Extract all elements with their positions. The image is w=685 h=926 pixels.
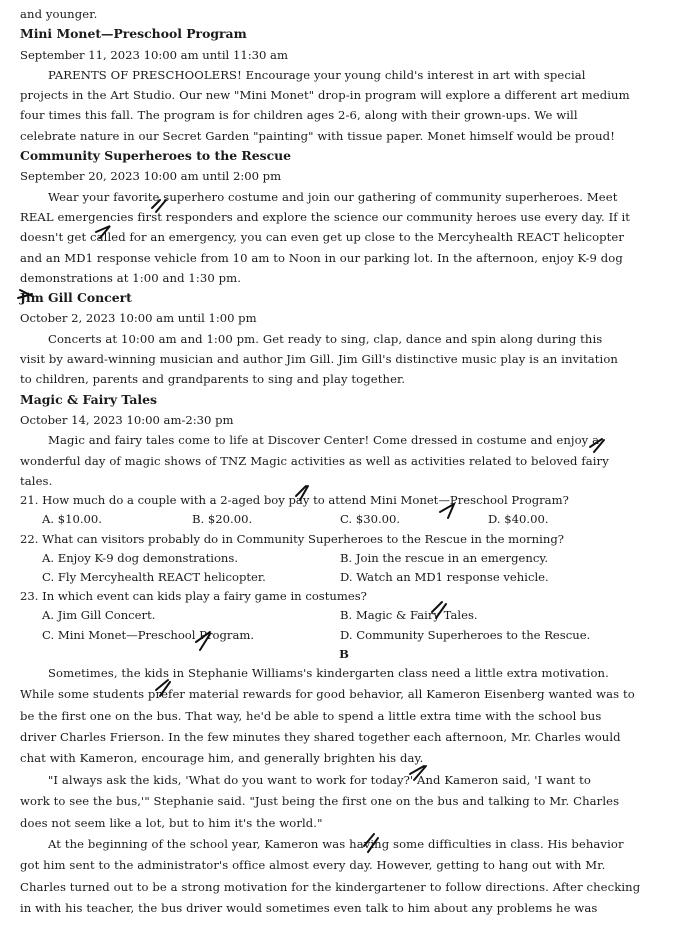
option-c: C. Mini Monet—Preschool Program.	[42, 627, 255, 642]
event-text-line: PARENTS OF PRESCHOOLERS! Encourage your young child's interest in art with special	[48, 67, 586, 82]
event-text-line: to children, parents and grandparents to sing and play together.	[20, 372, 406, 387]
question-stem: 21. How much do a couple with a 2-aged boy pay to attend Mini Monet—Preschool Program?	[20, 493, 569, 508]
passage-line: got him sent to the administrator's office almost every day. However, getting to hang out with Mr.	[20, 858, 606, 873]
passage-line: Charles turned out to be a strong motivation for the kindergartener to follow directions. After checking	[20, 879, 641, 894]
option-b: B. $20.00.	[192, 512, 253, 527]
answer-options	[20, 510, 668, 529]
exam-page	[20, 4, 668, 920]
answer-options	[20, 568, 668, 587]
paragraph	[20, 834, 668, 920]
event-text-line: wonderful day of magic shows of TNZ Magic activities as well as activities related to beloved fairy	[20, 453, 609, 468]
event-magic-fairy-tales	[20, 390, 668, 491]
option-b: B. Join the rescue in an emergency.	[340, 550, 549, 565]
question-stem: 22. What can visitors probably do in Community Superheroes to the Rescue in the morning?	[20, 531, 564, 546]
event-text-line: four times this fall. The program is for children ages 2-6, along with their grown-ups. We will	[20, 108, 578, 123]
passage-line: in with his teacher, the bus driver would sometimes even talk to him about any problems he was	[20, 901, 598, 916]
answer-options	[20, 606, 668, 625]
option-a: A. Enjoy K-9 dog demonstrations.	[42, 550, 239, 565]
event-text-line: Magic and fairy tales come to life at Discover Center! Come dressed in costume and enjoy a	[48, 433, 600, 448]
event-date: October 2, 2023 10:00 am until 1:00 pm	[20, 311, 257, 326]
event-text-line: visit by award-winning musician and author Jim Gill. Jim Gill's distinctive music play is an invitation	[20, 352, 618, 367]
event-title: Mini Monet—Preschool Program	[20, 26, 247, 42]
passage-line: does not seem like a lot, but to him it's the world."	[20, 815, 323, 830]
event-date: October 14, 2023 10:00 am-2:30 pm	[20, 412, 234, 427]
passage-line: work to see the bus,'" Stephanie said. "Just being the first one on the bus and talking to Mr. Charles	[20, 794, 620, 809]
passage-line: "I always ask the kids, 'What do you want to work for today?' And Kameron said, 'I want to	[48, 772, 591, 787]
section-label: B	[339, 646, 349, 661]
passage-line: driver Charles Frierson. In the few minutes they shared together each afternoon, Mr. Charles would	[20, 729, 621, 744]
question-23	[20, 587, 668, 645]
event-text-line: REAL emergencies first responders and explore the science our community heroes use every day. If it	[20, 209, 631, 224]
option-d: D. $40.00.	[488, 512, 549, 527]
passage-line: At the beginning of the school year, Kameron was having some difficulties in class. His behavior	[48, 837, 624, 851]
event-text-line: projects in the Art Studio. Our new "Mini Monet" drop-in program will explore a different art medium	[20, 88, 630, 103]
event-mini-monet	[20, 24, 668, 146]
event-text-line: celebrate nature in our Secret Garden "painting" with tissue paper. Monet himself would be proud!	[20, 128, 615, 143]
question-stem: 23. In which event can kids play a fairy game in costumes?	[20, 589, 367, 604]
event-title: Jim Gill Concert	[20, 290, 132, 306]
event-title: Community Superheroes to the Rescue	[20, 148, 292, 164]
question-22	[20, 530, 668, 588]
paragraph	[20, 663, 668, 770]
event-text-line: demonstrations at 1:00 and 1:30 pm.	[20, 270, 242, 285]
event-date: September 20, 2023 10:00 am until 2:00 pm	[20, 169, 282, 184]
passage-line: chat with Kameron, encourage him, and generally brighten his day.	[20, 751, 424, 766]
event-title: Magic & Fairy Tales	[20, 391, 157, 407]
passage-b	[20, 663, 668, 920]
option-d: D. Community Superheroes to the Rescue.	[340, 627, 591, 642]
event-text-line: tales.	[20, 473, 53, 488]
event-community-superheroes	[20, 146, 668, 288]
answer-options	[20, 549, 668, 568]
intro-fragment: and younger.	[20, 7, 98, 21]
option-d: D. Watch an MD1 response vehicle.	[340, 569, 549, 584]
event-jim-gill-concert	[20, 288, 668, 389]
option-a: A. $10.00.	[42, 512, 102, 527]
event-text-line: Concerts at 10:00 am and 1:00 pm. Get ready to sing, clap, dance and spin along during this	[48, 331, 603, 346]
passage-line: be the first one on the bus. That way, he'd be able to spend a little extra time with the school bus	[20, 708, 602, 723]
option-c: C. Fly Mercyhealth REACT helicopter.	[42, 569, 266, 584]
paragraph	[20, 770, 668, 834]
event-text-line: and an MD1 response vehicle from 10 am to Noon in our parking lot. In the afternoon, enjoy K-9 dog	[20, 250, 623, 265]
event-text-line: Wear your favorite superhero costume and join our gathering of community superheroes. Meet	[48, 189, 618, 204]
option-c: C. $30.00.	[340, 512, 401, 527]
event-text-line: doesn't get called for an emergency, you can even get up close to the Mercyhealth REACT helicopter	[20, 230, 625, 245]
answer-options	[20, 626, 668, 645]
passage-line: Sometimes, the kids in Stephanie Williams's kindergarten class need a little extra motivation.	[48, 665, 609, 680]
option-a: A. Jim Gill Concert.	[42, 608, 156, 623]
question-21	[20, 491, 668, 529]
option-b: B. Magic & Fairy Tales.	[340, 608, 478, 623]
passage-line: While some students prefer material rewards for good behavior, all Kameron Eisenberg wanted was to	[20, 687, 635, 702]
event-date: September 11, 2023 10:00 am until 11:30 am	[20, 47, 288, 62]
